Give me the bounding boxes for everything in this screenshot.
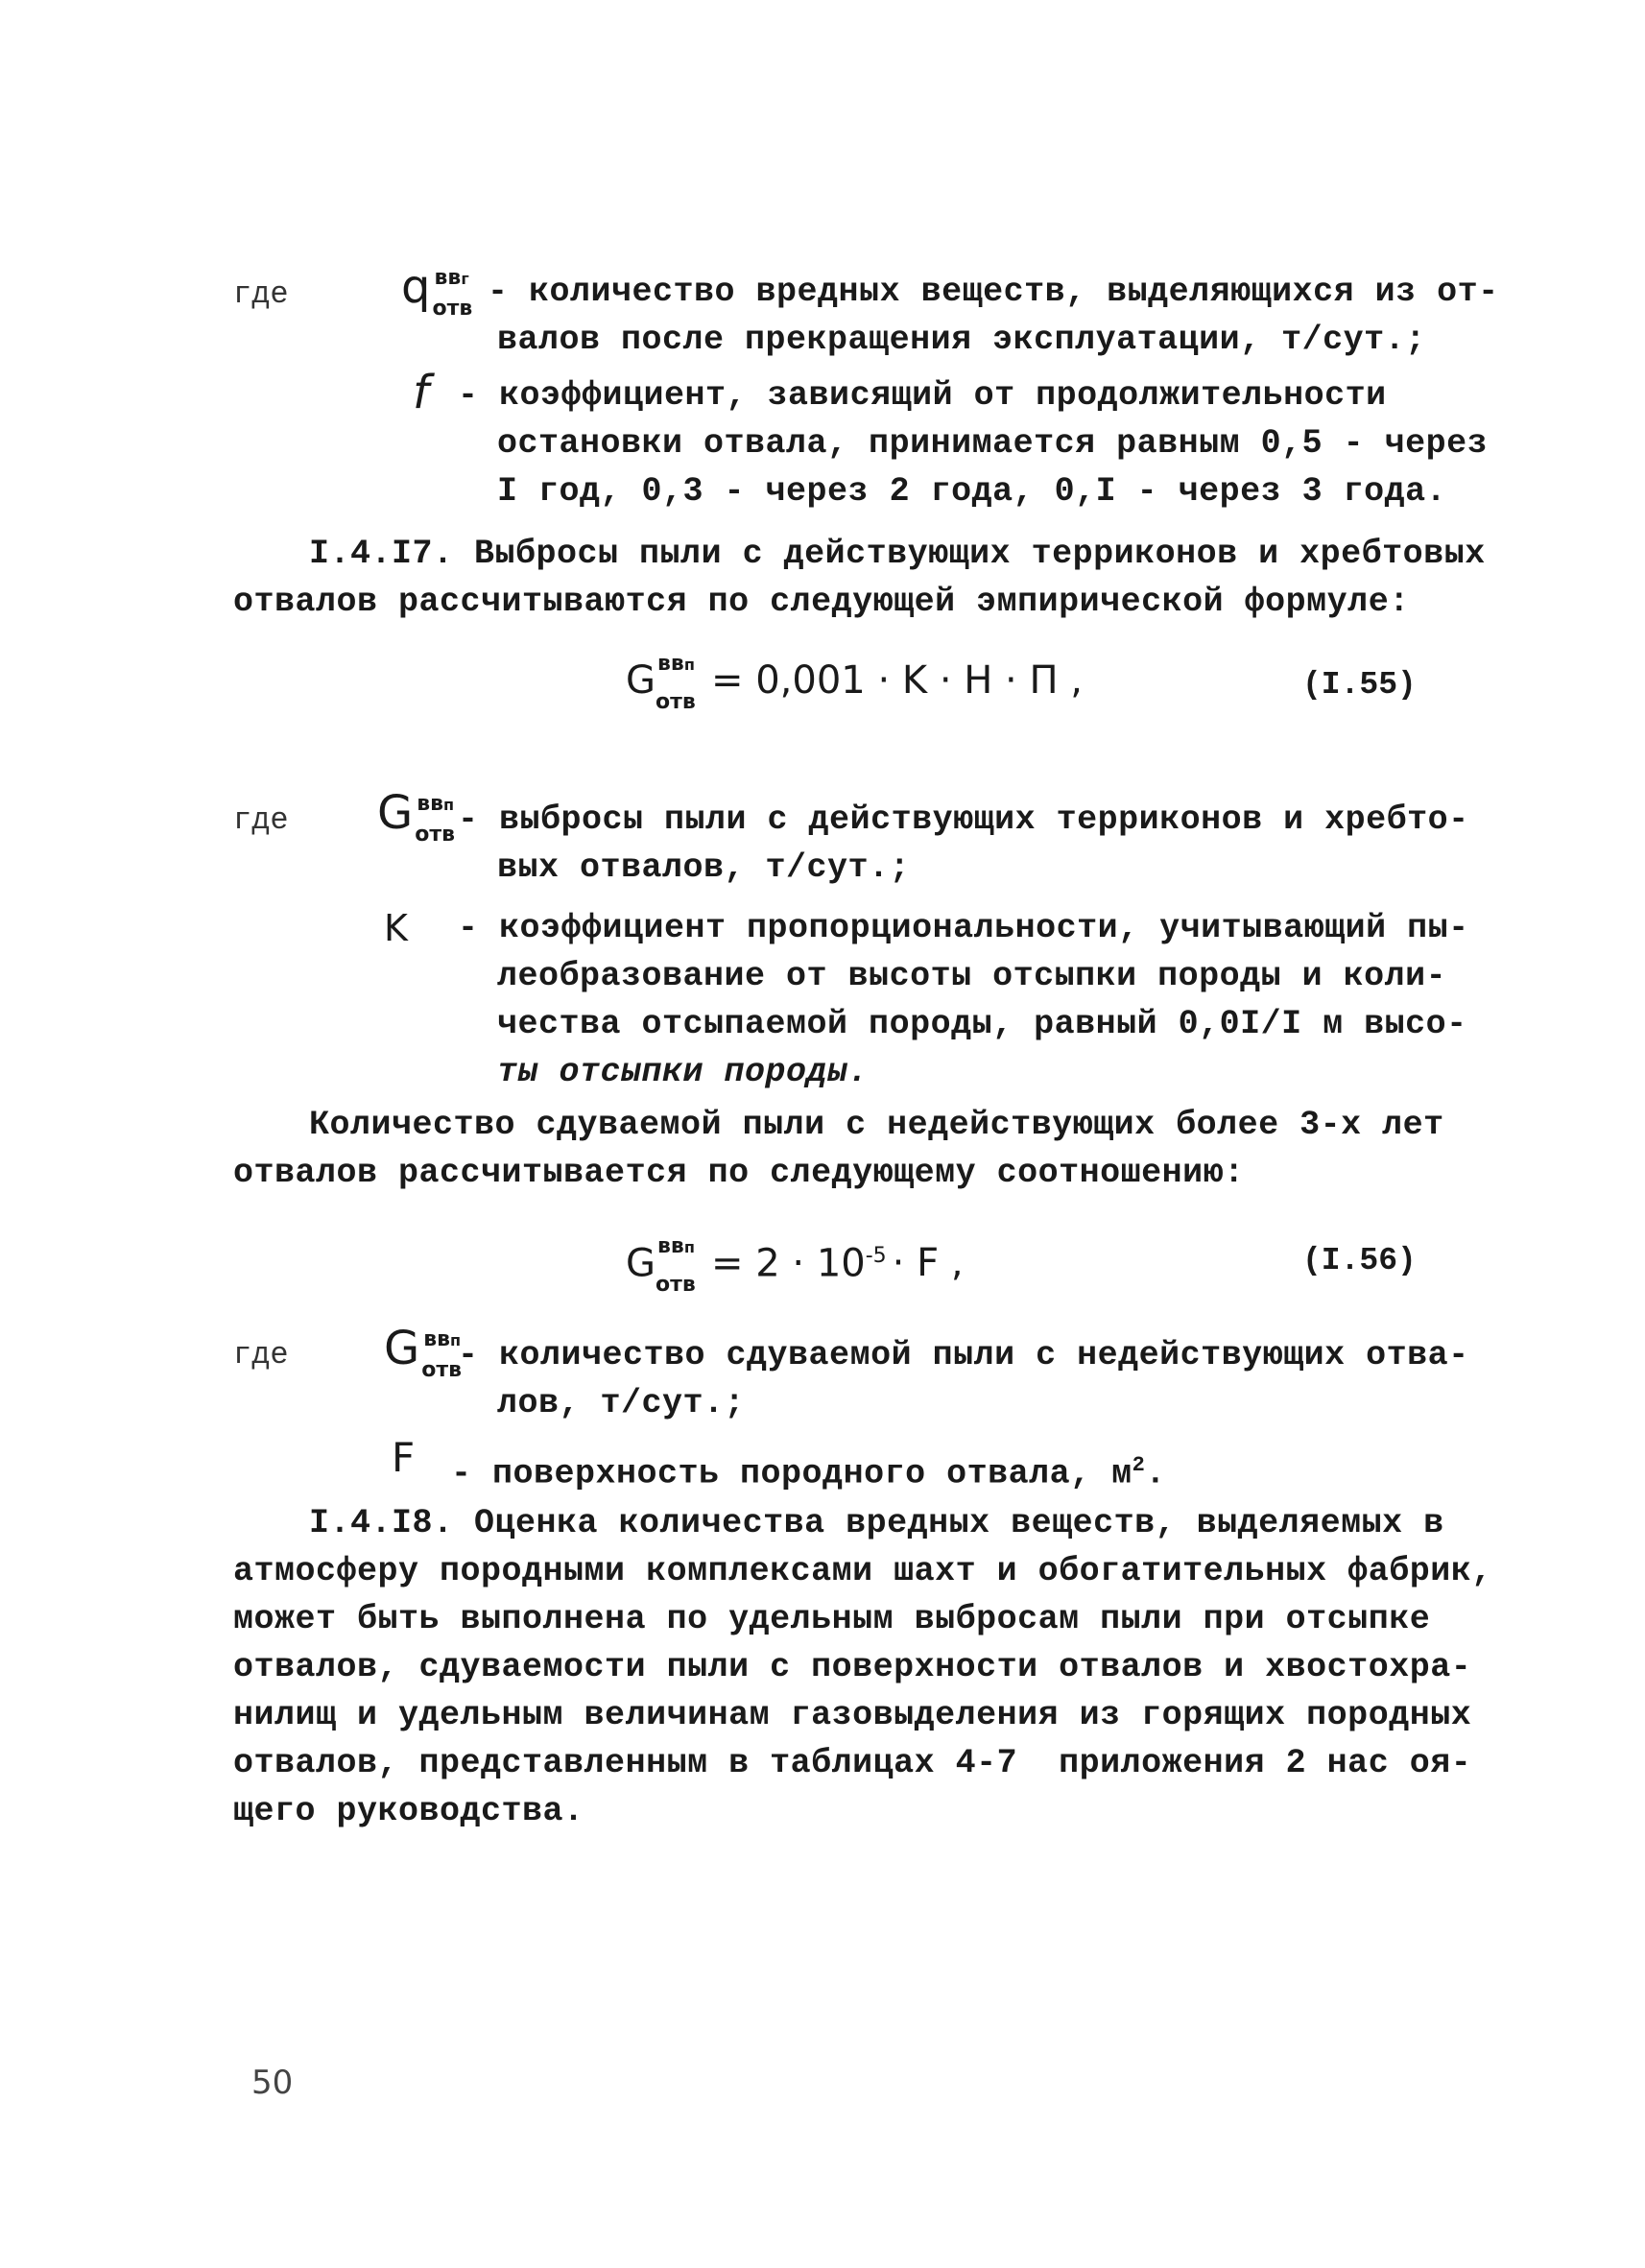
where-label: где — [233, 276, 289, 312]
formula-rhs: = 0,001 · K · H · П , — [711, 658, 1083, 703]
symbol-sup: ввп — [423, 1327, 462, 1351]
def-line: валов после прекращения эксплуатации, т/сут.; — [497, 321, 1426, 359]
paragraph-line: отвалов, сдуваемости пыли с поверхности отвалов и хвостохра- — [233, 1648, 1472, 1686]
f-def-line: - коэффициент, зависящий от продолжительности — [458, 376, 1387, 415]
def-line: - выбросы пыли с действующих терриконов и хребто- — [458, 800, 1469, 839]
symbol-base: G — [384, 1322, 420, 1375]
formula-2 — [626, 1233, 964, 1298]
symbol-K: K — [384, 907, 408, 949]
formula-rhs-tail: · F , — [892, 1241, 964, 1286]
F-def-line: - поверхность породного отвала, $м^2$. — [451, 1453, 1166, 1493]
def-line: - количество сдуваемой пыли с недействующих отва- — [458, 1336, 1469, 1374]
equation-number: (I.56) — [1302, 1243, 1417, 1278]
symbol-sup: ввг — [434, 266, 469, 290]
symbol-sub: отв — [421, 1358, 462, 1382]
formula-lhs-sup: ввп — [657, 1234, 695, 1259]
f-def-line: I год, 0,3 - через 2 года, 0,I - через 3 года. — [497, 472, 1447, 511]
def-line: - количество вредных веществ, выделяющихся из от- — [488, 273, 1499, 311]
symbol-sub: отв — [432, 297, 473, 321]
f-def-line: остановки отвала, принимается равным 0,5 - через — [497, 424, 1489, 463]
paragraph-line: отвалов, представленным в таблицах 4-7 приложения 2 нас оя- — [233, 1744, 1472, 1782]
paragraph-line: нилищ и удельным величинам газовыделения из горящих породных — [233, 1696, 1472, 1734]
paragraph-line: I.4.I8. Оценка количества вредных веществ, выделяемых в — [309, 1504, 1444, 1542]
where-label: где — [233, 1337, 289, 1373]
where-label: где — [233, 802, 289, 838]
symbol-f: f — [413, 366, 429, 419]
k-def-line: леобразование от высоты отсыпки породы и коли- — [497, 957, 1447, 995]
k-def-line: - коэффициент пропорциональности, учитывающий пы- — [458, 909, 1469, 947]
formula-rhs: = 2 · 10 — [711, 1241, 866, 1286]
paragraph-line: щего руководства. — [233, 1792, 584, 1830]
formula-exponent: -5 — [865, 1244, 887, 1268]
page-number: 50 — [251, 2064, 294, 2102]
symbol-sub: отв — [415, 823, 455, 847]
paragraph-line: отвалов рассчитываются по следующей эмпирической формуле: — [233, 583, 1410, 621]
unit-exponent: 2 — [1132, 1453, 1146, 1477]
symbol-G-vv-p-otv — [377, 787, 463, 845]
paragraph-line: может быть выполнена по удельным выбросам пыли при отсыпке — [233, 1600, 1431, 1638]
symbol-base: q — [401, 260, 431, 314]
paragraph-line: атмосферу породными комплексами шахт и обогатительных фабрик, — [233, 1552, 1492, 1590]
def-line: лов, т/сут.; — [497, 1384, 746, 1422]
formula-1 — [626, 652, 1083, 714]
paragraph-line: отвалов рассчитывается по следующему соотношению: — [233, 1154, 1245, 1192]
symbol-q-vv-g-otv — [401, 261, 480, 319]
symbol-G-vv-p-otv — [384, 1323, 469, 1380]
formula-lhs-sub: отв — [656, 1273, 696, 1298]
symbol-base: G — [377, 786, 414, 840]
symbol-F: F — [392, 1434, 416, 1481]
formula-lhs-sup: ввп — [657, 652, 695, 676]
symbol-sup: ввп — [417, 792, 455, 816]
equation-number: (I.55) — [1302, 667, 1417, 703]
formula-lhs-base: G — [626, 1241, 656, 1286]
k-def-line: чества отсыпаемой породы, равный 0,0I/I м высо- — [497, 1005, 1467, 1043]
formula-lhs-sub: отв — [656, 690, 696, 714]
formula-lhs-base: G — [626, 658, 656, 703]
paragraph-line: I.4.I7. Выбросы пыли с действующих терриконов и хребтовых — [309, 535, 1486, 573]
k-def-line: ты отсыпки породы. — [497, 1053, 870, 1091]
def-line: вых отвалов, т/сут.; — [497, 848, 911, 887]
paragraph-line: Количество сдуваемой пыли с недействующих более 3-х лет — [309, 1106, 1444, 1144]
